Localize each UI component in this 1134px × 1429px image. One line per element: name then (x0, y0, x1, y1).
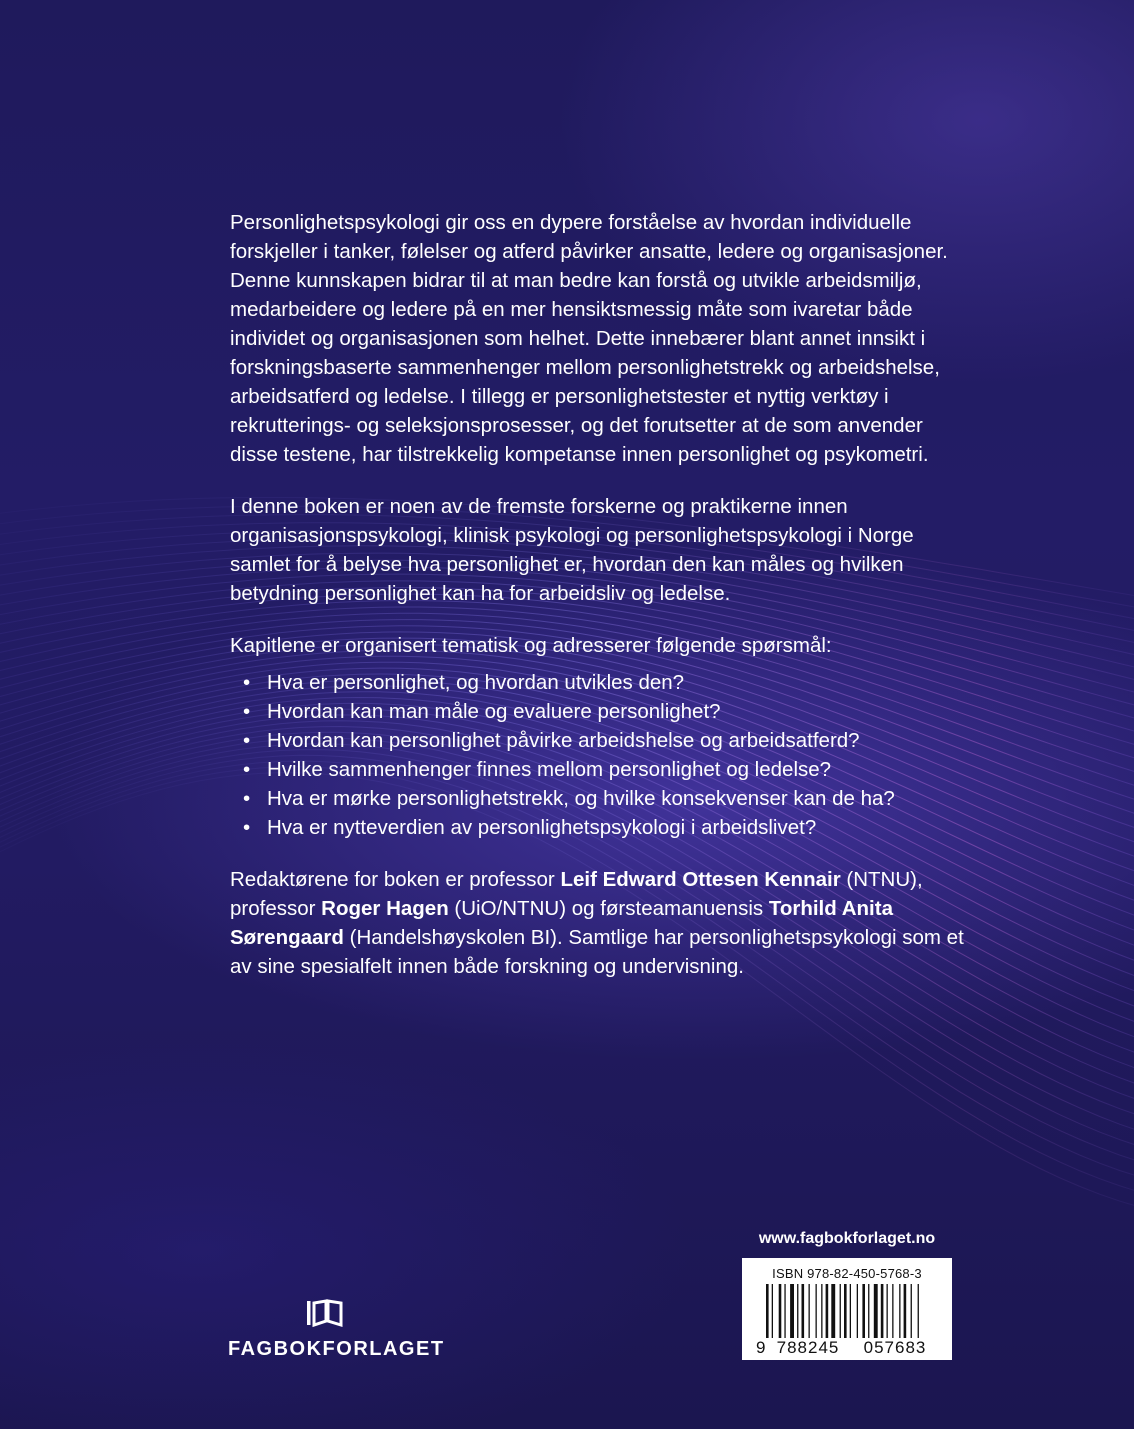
barcode-bar (904, 1284, 907, 1338)
barcode-bar (816, 1284, 817, 1338)
barcode-bar (862, 1284, 865, 1338)
book-logo-icon (306, 1298, 344, 1328)
barcode-bar (874, 1284, 878, 1338)
barcode-bar (881, 1284, 884, 1338)
chapter-question-list (230, 668, 970, 842)
list-item: • Hva er personlighet, og hvordan utvikles den? (230, 668, 970, 697)
barcode-bar (831, 1284, 835, 1338)
bullet-icon: • (243, 700, 251, 723)
barcode-bar (797, 1284, 798, 1338)
barcode-bar (868, 1284, 869, 1338)
barcode-bar (821, 1284, 822, 1338)
barcode-first-digit: 9 (756, 1338, 766, 1357)
bullet-icon: • (243, 758, 251, 781)
publisher-website[interactable]: www.fagbokforlaget.no (758, 1230, 936, 1247)
bullet-icon: • (243, 671, 251, 694)
barcode-bar (826, 1284, 829, 1338)
list-item: • Hvilke sammenhenger finnes mellom personlighet og ledelse? (230, 755, 970, 784)
bullet-icon: • (243, 787, 251, 810)
list-item: • Hvordan kan personlighet påvirke arbeidshelse og arbeidsatferd? (230, 726, 970, 755)
list-item: • Hva er mørke personlighetstrekk, og hvilke konsekvenser kan de ha? (230, 784, 970, 813)
chapter-list-intro: Kapitlene er organisert tematisk og adresserer følgende spørsmål: (230, 634, 832, 657)
barcode-bar (784, 1284, 785, 1338)
barcode-right-digits: 057683 (863, 1338, 927, 1357)
barcode-bar (809, 1284, 810, 1338)
barcode-bar (850, 1284, 851, 1338)
isbn-barcode (742, 1258, 952, 1360)
barcode-bar (918, 1284, 919, 1338)
barcode-bar (857, 1284, 858, 1338)
list-item: • Hva er nytteverdien av personlighetspsykologi i arbeidslivet? (230, 813, 970, 842)
editor-name: Leif Edward Ottesen Kennair (560, 868, 841, 891)
publisher-name: FAGBOKFORLAGET (228, 1338, 445, 1360)
barcode-bar (772, 1284, 773, 1338)
isbn-label: ISBN 978-82-450-5768-3 (772, 1266, 922, 1281)
barcode-icon (742, 1284, 952, 1360)
editors-paragraph: Redaktørene for boken er professor Leif Edward Ottesen Kennair (NTNU), professor Roger Hagen (UiO/NTNU) og førsteamanuensis Torhild Anita Sørengaard (Handelshøyskolen BI). Samtlige har personlighetspsykologi som et av sine spesialfelt innen både forskning og undervisning. (230, 868, 964, 978)
barcode-bar (840, 1284, 841, 1338)
publisher-logo (228, 1298, 445, 1368)
barcode-bar (779, 1284, 782, 1338)
barcode-bar (802, 1284, 805, 1338)
bullet-icon: • (243, 729, 251, 752)
barcode-bar (844, 1284, 847, 1338)
bullet-icon: • (243, 816, 251, 839)
barcode-bar (899, 1284, 900, 1338)
editor-name: Torhild Anita Sørengaard (230, 897, 893, 949)
barcode-bar (887, 1284, 888, 1338)
barcode-bar (790, 1284, 794, 1338)
editor-name: Roger Hagen (321, 897, 449, 920)
intro-paragraph: Personlighetspsykologi gir oss en dypere forståelse av hvordan individuelle forskjeller i tanker, følelser og atferd påvirker ansatte, ledere og organisasjoner. Denne kunnskapen bidrar til at man bedre kan forstå og utvikle arbeidsmiljø, medarbeidere og ledere på en mer hensiktsmessig måte som ivaretar både individet og organisasjonen som helhet. Dette innebærer blant annet innsikt i forskningsbaserte sammenhenger mellom personlighetstrekk og arbeidshelse, arbeidsatferd og ledelse. I tillegg er personlighetstester et nyttig verktøy i rekrutterings- og seleksjonsprosesser, og det forutsetter at de som anvender disse testene, har tilstrekkelig kompetanse innen personlighet og psykometri. (230, 211, 948, 466)
barcode-bar (766, 1284, 769, 1338)
barcode-bar (892, 1284, 893, 1338)
barcode-left-digits: 788245 (776, 1338, 840, 1357)
list-item: • Hvordan kan man måle og evaluere personlighet? (230, 697, 970, 726)
back-cover-text (230, 208, 970, 1004)
barcode-bar (911, 1284, 912, 1338)
book-description-paragraph: I denne boken er noen av de fremste forskerne og praktikerne innen organisasjonspsykologi, klinisk psykologi og personlighetspsykologi i Norge samlet for å belyse hva personlighet er, hvordan den kan måles og hvilken betydning personlighet kan ha for arbeidsliv og ledelse. (230, 495, 914, 605)
